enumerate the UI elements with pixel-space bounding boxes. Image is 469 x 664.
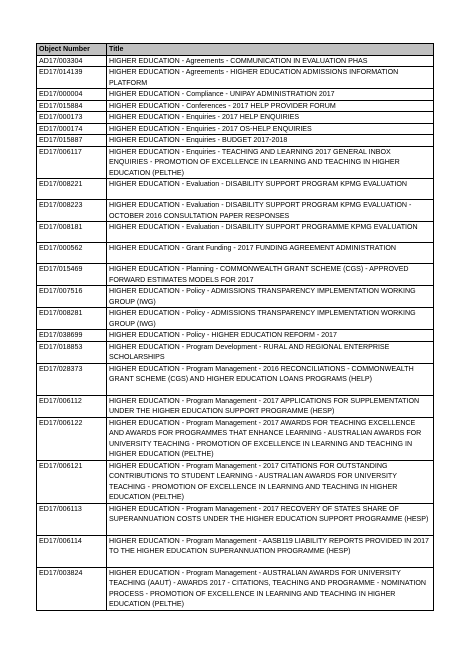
object-number-cell: ED17/003824 [37,567,107,610]
object-number-cell: ED17/008223 [37,200,107,222]
object-number-cell: ED17/006114 [37,535,107,567]
title-cell: HIGHER EDUCATION - Evaluation - DISABILITY SUPPORT PROGRAM KPMG EVALUATION - OCTOBER 2016 CONSULTATION PAPER RESPONSES [107,200,434,222]
object-number-cell: ED17/006112 [37,395,107,417]
table-row [37,264,434,286]
table-row [37,567,434,610]
table-row [37,417,434,460]
object-number-cell: ED17/008281 [37,308,107,330]
object-number-cell: ED17/007516 [37,286,107,308]
table-row [37,503,434,535]
object-number-cell: ED17/006122 [37,417,107,460]
table-row [37,179,434,200]
title-cell: HIGHER EDUCATION - Planning - COMMONWEALTH GRANT SCHEME (CGS) - APPROVED FORWARD ESTIMATES MODELS FOR 2017 [107,264,434,286]
object-number-cell: ED17/008221 [37,179,107,200]
object-number-cell: ED17/038699 [37,330,107,342]
title-cell: HIGHER EDUCATION - Grant Funding - 2017 FUNDING AGREEMENT ADMINISTRATION [107,243,434,264]
table-row [37,330,434,342]
title-cell: HIGHER EDUCATION - Program Management - AASB119 LIABILITY REPORTS PROVIDED IN 2017 TO THE HIGHER EDUCATION SUPERANNUATION PROGRAMME (HESP) [107,535,434,567]
table-row [37,67,434,89]
table-row [37,395,434,417]
title-cell: HIGHER EDUCATION - Policy - ADMISSIONS TRANSPARENCY IMPLEMENTATION WORKING GROUP (IWG) [107,308,434,330]
title-cell: HIGHER EDUCATION - Program Management - 2017 AWARDS FOR TEACHING EXCELLENCE AND AWARDS FOR PROGRAMMES THAT ENHANCE LEARNING - AUSTRALIAN AWARDS FOR UNIVERSITY TEACHING - PROMOTION OF EXCELLENCE IN LEARNING AND TEACHING IN HIGHER EDUCATION (PELTHE) [107,417,434,460]
object-number-cell: ED17/014139 [37,67,107,89]
table-row [37,123,434,135]
records-table [36,43,434,611]
table-header-row [37,44,434,56]
object-number-cell: ED17/000174 [37,123,107,135]
object-number-cell: ED17/000173 [37,112,107,124]
object-number-cell: ED17/000004 [37,89,107,101]
table-row [37,535,434,567]
title-cell: HIGHER EDUCATION - Enquiries - 2017 HELP ENQUIRIES [107,112,434,124]
object-number-cell: ED17/028373 [37,363,107,395]
table-row [37,341,434,363]
object-number-cell: ED17/015887 [37,135,107,147]
title-cell: HIGHER EDUCATION - Policy - HIGHER EDUCATION REFORM - 2017 [107,330,434,342]
table-row [37,135,434,147]
table-row [37,308,434,330]
title-cell: HIGHER EDUCATION - Program Management - 2017 APPLICATIONS FOR SUPPLEMENTATION UNDER THE HIGHER EDUCATION SUPPORT PROGRAMME (HESP) [107,395,434,417]
title-cell: HIGHER EDUCATION - Enquiries - 2017 OS-HELP ENQUIRIES [107,123,434,135]
table-row [37,286,434,308]
object-number-cell: ED17/018853 [37,341,107,363]
table-row [37,100,434,112]
table-row [37,146,434,179]
title-cell: HIGHER EDUCATION - Program Management - 2016 RECONCILIATIONS - COMMONWEALTH GRANT SCHEME (CGS) AND HIGHER EDUCATION LOANS PROGRAMS (HELP) [107,363,434,395]
table-row [37,55,434,67]
title-cell: HIGHER EDUCATION - Evaluation - DISABILITY SUPPORT PROGRAMME KPMG EVALUATION [107,222,434,243]
title-cell: HIGHER EDUCATION - Conferences - 2017 HELP PROVIDER FORUM [107,100,434,112]
title-cell: HIGHER EDUCATION - Enquiries - TEACHING AND LEARNING 2017 GENERAL INBOX ENQUIRIES - PROMOTION OF EXCELLENCE IN LEARNING AND TEACHING IN HIGHER EDUCATION (PELTHE) [107,146,434,179]
title-cell: HIGHER EDUCATION - Program Development - RURAL AND REGIONAL ENTERPRISE SCHOLARSHIPS [107,341,434,363]
title-cell: HIGHER EDUCATION - Agreements - HIGHER EDUCATION ADMISSIONS INFORMATION PLATFORM [107,67,434,89]
title-cell: HIGHER EDUCATION - Agreements - COMMUNICATION IN EVALUATION PHAS [107,55,434,67]
title-cell: HIGHER EDUCATION - Compliance - UNIPAY ADMINISTRATION 2017 [107,89,434,101]
title-cell: HIGHER EDUCATION - Program Management - 2017 RECOVERY OF STATES SHARE OF SUPERANNUATION COSTS UNDER THE HIGHER EDUCATION SUPPORT PROGRAMME (HESP) [107,503,434,535]
object-number-cell: AD17/003304 [37,55,107,67]
table-body [37,55,434,610]
object-number-cell: ED17/006121 [37,460,107,503]
title-cell: HIGHER EDUCATION - Policy - ADMISSIONS TRANSPARENCY IMPLEMENTATION WORKING GROUP (IWG) [107,286,434,308]
title-cell: HIGHER EDUCATION - Program Management - AUSTRALIAN AWARDS FOR UNIVERSITY TEACHING (AAUT) - AWARDS 2017 - CITATIONS, TEACHING AND PROGRAMME - NOMINATION PROCESS - PROMOTION OF EXCELLENCE IN LEARNING AND TEACHING IN HIGHER EDUCATION (PELTHE) [107,567,434,610]
title-cell: HIGHER EDUCATION - Program Management - 2017 CITATIONS FOR OUTSTANDING CONTRIBUTIONS TO STUDENT LEARNING - AUSTRALIAN AWARDS FOR UNIVERSITY TEACHING - PROMOTION OF EXCELLENCE IN LEARNING AND TEACHING IN HIGHER EDUCATION (PELTHE) [107,460,434,503]
table-row [37,112,434,124]
object-number-cell: ED17/015884 [37,100,107,112]
title-cell: HIGHER EDUCATION - Evaluation - DISABILITY SUPPORT PROGRAM KPMG EVALUATION [107,179,434,200]
title-cell: HIGHER EDUCATION - Enquiries - BUDGET 2017-2018 [107,135,434,147]
header-title: Title [107,44,434,56]
table-row [37,222,434,243]
table-row [37,243,434,264]
object-number-cell: ED17/006113 [37,503,107,535]
object-number-cell: ED17/000562 [37,243,107,264]
table-row [37,200,434,222]
table-row [37,89,434,101]
object-number-cell: ED17/006117 [37,146,107,179]
table-row [37,363,434,395]
table-row [37,460,434,503]
header-object-number: Object Number [37,44,107,56]
object-number-cell: ED17/008181 [37,222,107,243]
object-number-cell: ED17/015469 [37,264,107,286]
